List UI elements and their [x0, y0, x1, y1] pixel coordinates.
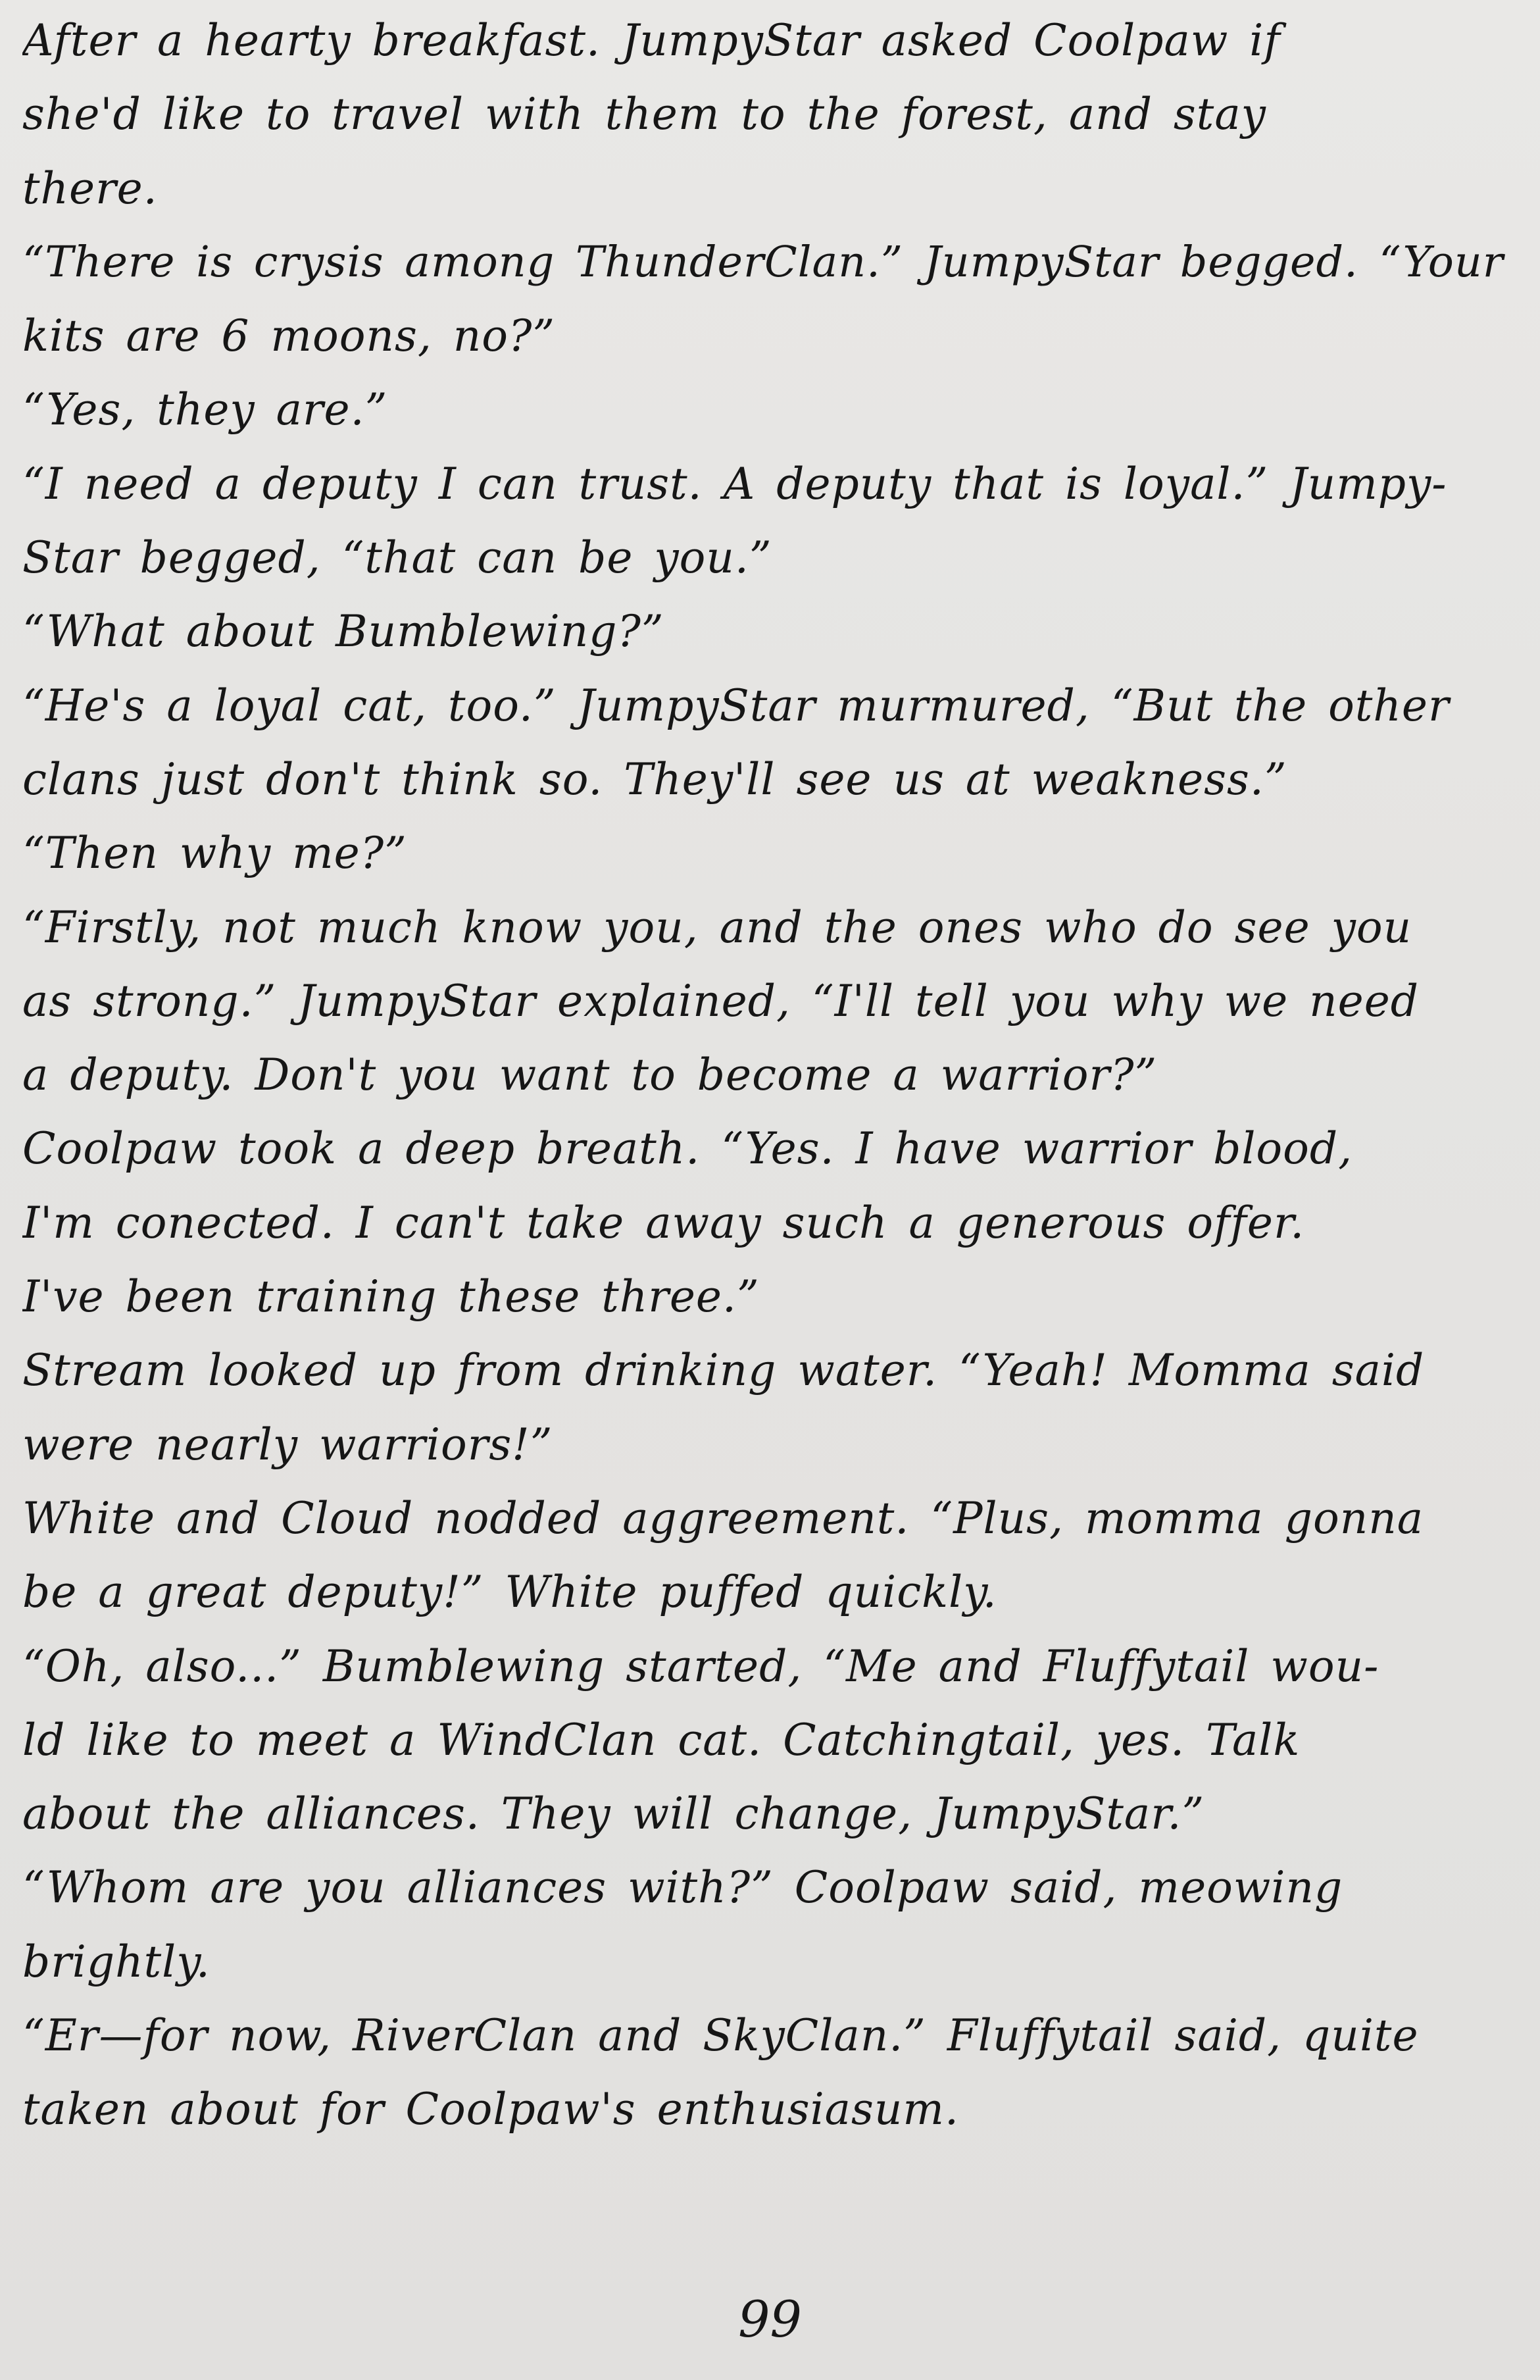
text-line: taken about for Coolpaw's enthusiasum.	[22, 2084, 959, 2135]
text-line: “Yes, they are.”	[22, 384, 388, 436]
text-line: “Firstly, not much know you, and the ones who do see you	[22, 901, 1412, 953]
text-line: “I need a deputy I can trust. A deputy that is loyal.” Jumpy-	[22, 458, 1447, 509]
text-line: “What about Bumblewing?”	[22, 606, 664, 657]
text-line: Stream looked up from drinking water. “Yeah! Momma said	[22, 1345, 1425, 1396]
handwritten-text-block	[22, 4, 1516, 2147]
page-number: 99	[738, 2290, 802, 2348]
text-line: “Whom are you alliances with?” Coolpaw said, meowing	[22, 1862, 1343, 1913]
text-line: “Then why me?”	[22, 828, 407, 879]
text-line: “Er—for now, RiverClan and SkyClan.” Fluffytail said, quite	[22, 2010, 1419, 2062]
text-line: as strong.” JumpyStar explained, “I'll tell you why we need	[22, 975, 1420, 1026]
text-line: “Oh, also...” Bumblewing started, “Me and Fluffytail wou-	[22, 1640, 1379, 1692]
text-line: White and Cloud nodded aggreement. “Plus, momma gonna	[22, 1492, 1424, 1544]
text-line: “He's a loyal cat, too.” JumpyStar murmured, “But the other	[22, 680, 1450, 731]
text-line: be a great deputy!” White puffed quickly.	[22, 1567, 997, 1618]
text-line: she'd like to travel with them to the forest, and stay	[22, 89, 1266, 140]
text-line: After a hearty breakfast. JumpyStar asked Coolpaw if	[22, 15, 1281, 66]
text-line: were nearly warriors!”	[22, 1419, 553, 1470]
text-line: I'm conected. I can't take away such a generous offer.	[22, 1197, 1305, 1248]
text-line: I've been training these three.”	[22, 1271, 760, 1323]
text-line: brightly.	[22, 1936, 211, 1987]
text-line: ld like to meet a WindClan cat. Catchingtail, yes. Talk	[22, 1714, 1301, 1765]
text-line: “There is crysis among ThunderClan.” JumpyStar begged. “Your	[22, 237, 1504, 287]
text-line: clans just don't think so. They'll see us at weakness.”	[22, 753, 1287, 805]
text-line: kits are 6 moons, no?”	[22, 311, 556, 362]
text-line: there.	[22, 163, 158, 214]
text-line: Star begged, “that can be you.”	[22, 532, 772, 584]
text-line: about the alliances. They will change, JumpyStar.”	[22, 1788, 1205, 1840]
text-line: a deputy. Don't you want to become a warrior?”	[22, 1050, 1158, 1101]
text-line: Coolpaw took a deep breath. “Yes. I have warrior blood,	[22, 1123, 1353, 1175]
